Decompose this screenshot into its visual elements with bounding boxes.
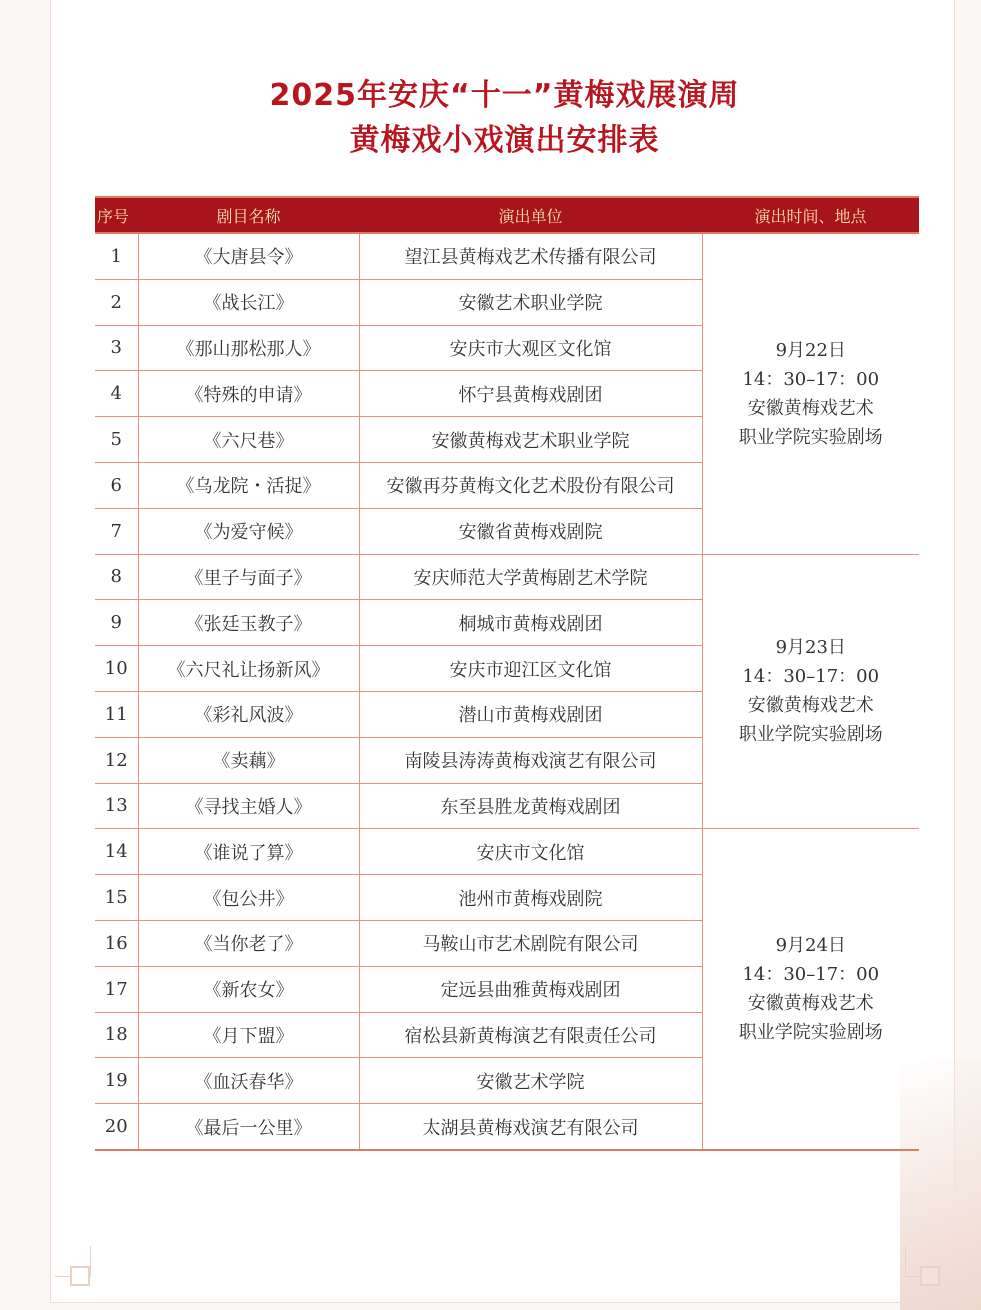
row-number: 1 xyxy=(95,233,138,279)
time-venue-cell xyxy=(702,233,919,554)
venue-line-1: 安徽黄梅戏艺术 xyxy=(747,397,874,419)
venue-line-2: 职业学院实验剧场 xyxy=(738,426,883,448)
performing-unit: 安徽再芬黄梅文化艺术股份有限公司 xyxy=(359,462,702,508)
venue-line-2: 职业学院实验剧场 xyxy=(738,724,883,746)
venue-line-1: 安徽黄梅戏艺术 xyxy=(747,993,874,1015)
play-name: 《六尺巷》 xyxy=(138,417,359,463)
performing-unit: 怀宁县黄梅戏剧团 xyxy=(359,371,702,417)
performing-unit: 太湖县黄梅戏演艺有限公司 xyxy=(359,1104,702,1150)
row-number: 17 xyxy=(95,966,138,1012)
play-name: 《特殊的申请》 xyxy=(138,371,359,417)
play-name: 《张廷玉教子》 xyxy=(138,600,359,646)
play-name: 《战长江》 xyxy=(138,279,359,325)
corner-ornament-right xyxy=(920,1266,940,1286)
play-name: 《当你老了》 xyxy=(138,920,359,966)
row-number: 7 xyxy=(95,508,138,554)
row-number: 6 xyxy=(95,462,138,508)
row-number: 8 xyxy=(95,554,138,600)
play-name: 《为爱守候》 xyxy=(138,508,359,554)
performing-unit: 安徽省黄梅戏剧院 xyxy=(359,508,702,554)
play-name: 《月下盟》 xyxy=(138,1012,359,1058)
page-subtitle: 黄梅戏小戏演出安排表 xyxy=(349,123,660,158)
row-number: 9 xyxy=(95,600,138,646)
performance-time: 14：30–17：00 xyxy=(742,368,880,390)
play-name: 《彩礼风波》 xyxy=(138,691,359,737)
performing-unit: 潜山市黄梅戏剧团 xyxy=(359,691,702,737)
header-number: 序号 xyxy=(95,197,138,233)
corner-ornament-left xyxy=(70,1266,90,1286)
play-name: 《最后一公里》 xyxy=(138,1104,359,1150)
table-row xyxy=(95,554,919,600)
play-name: 《谁说了算》 xyxy=(138,829,359,875)
table-header-row xyxy=(95,197,919,233)
venue-line-1: 安徽黄梅戏艺术 xyxy=(747,695,874,717)
row-number: 13 xyxy=(95,783,138,829)
performance-time: 14：30–17：00 xyxy=(742,666,880,688)
row-number: 10 xyxy=(95,646,138,692)
performance-time: 14：30–17：00 xyxy=(742,964,880,986)
table-row xyxy=(95,829,919,875)
performance-date: 9月24日 xyxy=(775,935,846,957)
performing-unit: 安庆市大观区文化馆 xyxy=(359,325,702,371)
performing-unit: 宿松县新黄梅演艺有限责任公司 xyxy=(359,1012,702,1058)
header-play-name: 剧目名称 xyxy=(138,197,359,233)
row-number: 2 xyxy=(95,279,138,325)
play-name: 《那山那松那人》 xyxy=(138,325,359,371)
performing-unit: 南陵县涛涛黄梅戏演艺有限公司 xyxy=(359,737,702,783)
performing-unit: 定远县曲雅黄梅戏剧团 xyxy=(359,966,702,1012)
row-number: 20 xyxy=(95,1104,138,1150)
time-venue-cell xyxy=(702,829,919,1150)
performing-unit: 安庆市文化馆 xyxy=(359,829,702,875)
play-name: 《血沃春华》 xyxy=(138,1058,359,1104)
table-row xyxy=(95,233,919,279)
performing-unit: 东至县胜龙黄梅戏剧团 xyxy=(359,783,702,829)
performing-unit: 望江县黄梅戏艺术传播有限公司 xyxy=(359,233,702,279)
performing-unit: 安徽艺术职业学院 xyxy=(359,279,702,325)
row-number: 3 xyxy=(95,325,138,371)
row-number: 4 xyxy=(95,371,138,417)
row-number: 11 xyxy=(95,691,138,737)
performance-date: 9月22日 xyxy=(775,339,846,361)
performance-date: 9月23日 xyxy=(775,637,846,659)
play-name: 《里子与面子》 xyxy=(138,554,359,600)
page-title: 2025年安庆“十一”黄梅戏展演周 xyxy=(269,78,740,113)
row-number: 16 xyxy=(95,920,138,966)
performing-unit: 安徽艺术学院 xyxy=(359,1058,702,1104)
play-name: 《乌龙院・活捉》 xyxy=(138,462,359,508)
row-number: 18 xyxy=(95,1012,138,1058)
row-number: 15 xyxy=(95,875,138,921)
performing-unit: 安庆师范大学黄梅剧艺术学院 xyxy=(359,554,702,600)
performing-unit: 桐城市黄梅戏剧团 xyxy=(359,600,702,646)
play-name: 《包公井》 xyxy=(138,875,359,921)
performing-unit: 安庆市迎江区文化馆 xyxy=(359,646,702,692)
performing-unit: 马鞍山市艺术剧院有限公司 xyxy=(359,920,702,966)
play-name: 《六尺礼让扬新风》 xyxy=(138,646,359,692)
performing-unit: 安徽黄梅戏艺术职业学院 xyxy=(359,417,702,463)
row-number: 12 xyxy=(95,737,138,783)
row-number: 14 xyxy=(95,829,138,875)
header-performing-unit: 演出单位 xyxy=(359,197,702,233)
header-time-venue: 演出时间、地点 xyxy=(702,197,919,233)
play-name: 《寻找主婚人》 xyxy=(138,783,359,829)
time-venue-cell xyxy=(702,554,919,829)
table-body xyxy=(95,233,919,1150)
performing-unit: 池州市黄梅戏剧院 xyxy=(359,875,702,921)
row-number: 5 xyxy=(95,417,138,463)
venue-line-2: 职业学院实验剧场 xyxy=(738,1022,883,1044)
play-name: 《大唐县令》 xyxy=(138,233,359,279)
play-name: 《卖藕》 xyxy=(138,737,359,783)
row-number: 19 xyxy=(95,1058,138,1104)
schedule-table xyxy=(95,196,919,1151)
play-name: 《新农女》 xyxy=(138,966,359,1012)
